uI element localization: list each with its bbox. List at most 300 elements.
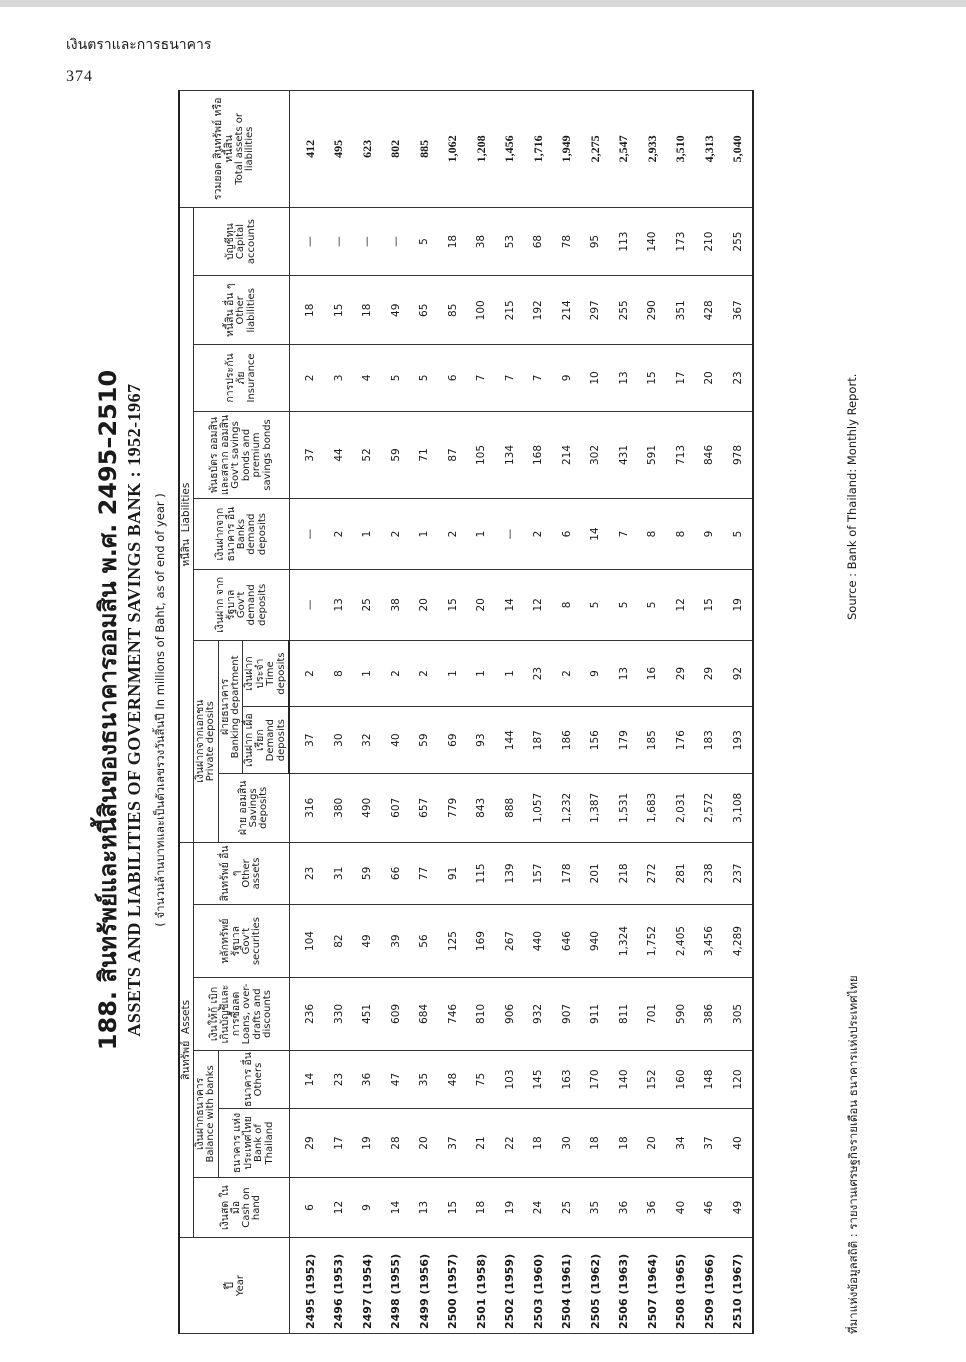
cell-capital: 173: [667, 207, 696, 276]
cell-demand: 186: [553, 707, 582, 774]
table-row: [496, 91, 525, 1334]
cell-bonds: 44: [325, 411, 354, 498]
cell-bot: 18: [610, 1109, 639, 1178]
cell-capital: 140: [638, 207, 667, 276]
cell-savings: 843: [467, 773, 496, 842]
cell-other-liab: 85: [439, 276, 468, 345]
cell-cash: 46: [695, 1177, 724, 1237]
cell-bonds: 713: [667, 411, 696, 498]
cell-other-liab: 65: [410, 276, 439, 345]
cell-savings: 1,387: [581, 773, 610, 842]
cell-insurance: 7: [496, 345, 525, 412]
cell-bot: 37: [439, 1109, 468, 1178]
header-banks-demand: เงินฝากจาก ธนาคาร อื่น Banks demand deposits: [194, 499, 290, 570]
header-time-deposits: เงินฝาก ประจำ Time deposits: [243, 640, 290, 707]
cell-bonds: 168: [524, 411, 553, 498]
cell-loans: 330: [325, 978, 354, 1051]
table-row: [581, 91, 610, 1334]
header-insurance: การประกัน ภัย Insurance: [194, 345, 290, 412]
cell-bank-demand: 6: [553, 499, 582, 570]
table-container: [178, 90, 838, 1334]
cell-others: 103: [496, 1050, 525, 1108]
cell-savings: 490: [353, 773, 382, 842]
cell-total: 3,510: [667, 91, 696, 208]
cell-bank-demand: 2: [382, 499, 411, 570]
cell-other-liab: 15: [325, 276, 354, 345]
cell-loans: 811: [610, 978, 639, 1051]
cell-loans: 810: [467, 978, 496, 1051]
cell-capital: 255: [724, 207, 754, 276]
cell-bonds: 214: [553, 411, 582, 498]
cell-savings: 1,232: [553, 773, 582, 842]
cell-other-assets: 91: [439, 842, 468, 904]
cell-year: 2496 (1953): [325, 1238, 354, 1334]
cell-year: 2508 (1965): [667, 1238, 696, 1334]
cell-total: 1,949: [553, 91, 582, 208]
cell-bot: 40: [724, 1109, 754, 1178]
cell-capital: —: [353, 207, 382, 276]
cell-bonds: 978: [724, 411, 754, 498]
cell-others: 120: [724, 1050, 754, 1108]
cell-insurance: 17: [667, 345, 696, 412]
cell-time: 1: [439, 640, 468, 707]
cell-time: 2: [553, 640, 582, 707]
cell-bonds: 302: [581, 411, 610, 498]
cell-other-liab: 367: [724, 276, 754, 345]
cell-total: 2,933: [638, 91, 667, 208]
cell-capital: 5: [410, 207, 439, 276]
cell-cash: 35: [581, 1177, 610, 1237]
cell-capital: —: [289, 207, 325, 276]
cell-loans: 907: [553, 978, 582, 1051]
cell-year: 2506 (1963): [610, 1238, 639, 1334]
cell-gov-sec: 82: [325, 905, 354, 978]
cell-time: 16: [638, 640, 667, 707]
top-edge-strip: [0, 0, 966, 7]
table-row: [325, 91, 354, 1334]
cell-bonds: 71: [410, 411, 439, 498]
cell-loans: 451: [353, 978, 382, 1051]
cell-cash: 9: [353, 1177, 382, 1237]
cell-cash: 19: [496, 1177, 525, 1237]
cell-insurance: 9: [553, 345, 582, 412]
cell-other-assets: 115: [467, 842, 496, 904]
cell-bank-demand: 2: [325, 499, 354, 570]
cell-total: 802: [382, 91, 411, 208]
cell-cash: 18: [467, 1177, 496, 1237]
cell-bank-demand: 8: [667, 499, 696, 570]
cell-time: 9: [581, 640, 610, 707]
cell-total: 1,716: [524, 91, 553, 208]
table-row: [695, 91, 724, 1334]
cell-total: 2,547: [610, 91, 639, 208]
cell-time: 1: [353, 640, 382, 707]
cell-bonds: 591: [638, 411, 667, 498]
cell-cash: 49: [724, 1177, 754, 1237]
header-demand-deposits: เงินฝาก เผื่อเรียก Demand deposits: [243, 707, 290, 774]
header-other-assets: สินทรัพย์ อื่น ๆ Other assets: [194, 842, 290, 904]
cell-gov-sec: 4,289: [724, 905, 754, 978]
cell-loans: 911: [581, 978, 610, 1051]
cell-gov-demand: 20: [410, 569, 439, 640]
cell-year: 2509 (1966): [695, 1238, 724, 1334]
cell-savings: 316: [289, 773, 325, 842]
cell-others: 36: [353, 1050, 382, 1108]
cell-gov-demand: 19: [724, 569, 754, 640]
cell-other-liab: 428: [695, 276, 724, 345]
cell-time: 29: [667, 640, 696, 707]
cell-insurance: 23: [724, 345, 754, 412]
cell-insurance: 7: [524, 345, 553, 412]
cell-year: 2507 (1964): [638, 1238, 667, 1334]
cell-bot: 30: [553, 1109, 582, 1178]
cell-total: 1,456: [496, 91, 525, 208]
cell-other-assets: 237: [724, 842, 754, 904]
cell-total: 5,040: [724, 91, 754, 208]
cell-demand: 37: [289, 707, 325, 774]
cell-total: 4,313: [695, 91, 724, 208]
cell-insurance: 4: [353, 345, 382, 412]
cell-bank-demand: 1: [353, 499, 382, 570]
cell-gov-demand: 5: [610, 569, 639, 640]
cell-capital: —: [382, 207, 411, 276]
cell-loans: 386: [695, 978, 724, 1051]
cell-bot: 20: [410, 1109, 439, 1178]
header-savings-bonds: พันธบัตร ออมสิน และสลาก ออมสิน Gov't savings bonds and premium savings bonds: [194, 411, 290, 498]
cell-year: 2502 (1959): [496, 1238, 525, 1334]
cell-savings: 779: [439, 773, 468, 842]
cell-cash: 40: [667, 1177, 696, 1237]
cell-bank-demand: 2: [524, 499, 553, 570]
cell-year: 2500 (1957): [439, 1238, 468, 1334]
cell-gov-demand: 14: [496, 569, 525, 640]
cell-bot: 21: [467, 1109, 496, 1178]
header-bank-of-thailand: ธนาคาร แห่งประเทศไทย Bank of Thailand: [218, 1109, 289, 1178]
cell-insurance: 20: [695, 345, 724, 412]
cell-loans: 746: [439, 978, 468, 1051]
cell-bank-demand: 7: [610, 499, 639, 570]
cell-time: 2: [382, 640, 411, 707]
cell-savings: 1,683: [638, 773, 667, 842]
cell-time: 2: [410, 640, 439, 707]
cell-gov-sec: 2,405: [667, 905, 696, 978]
header-assets-group: สินทรัพย์ Assets: [179, 842, 194, 1238]
cell-cash: 36: [610, 1177, 639, 1237]
cell-bot: 20: [638, 1109, 667, 1178]
cell-insurance: 10: [581, 345, 610, 412]
cell-gov-sec: 267: [496, 905, 525, 978]
cell-demand: 185: [638, 707, 667, 774]
cell-other-liab: 18: [353, 276, 382, 345]
cell-other-liab: 214: [553, 276, 582, 345]
cell-year: 2505 (1962): [581, 1238, 610, 1334]
cell-demand: 183: [695, 707, 724, 774]
cell-capital: 38: [467, 207, 496, 276]
cell-capital: 210: [695, 207, 724, 276]
cell-others: 163: [553, 1050, 582, 1108]
cell-time: 29: [695, 640, 724, 707]
cell-demand: 30: [325, 707, 354, 774]
cell-cash: 15: [439, 1177, 468, 1237]
table-title-thai: 188. สินทรัพย์และหนี้สินของธนาคารออมสิน พ.ศ. 2495–2510: [94, 369, 122, 1051]
cell-total: 2,275: [581, 91, 610, 208]
header-govt-securities: หลักทรัพย์ รัฐบาล Gov't securities: [194, 905, 290, 978]
source-note-thai: ที่มาแห่งข้อมูลสถิติ : รายงานเศรษฐกิจรายเดือน ธนาคารแห่งประเทศไทย: [846, 975, 860, 1334]
rotated-table-page: [88, 80, 868, 1340]
cell-savings: 2,572: [695, 773, 724, 842]
cell-year: 2498 (1955): [382, 1238, 411, 1334]
cell-gov-sec: 440: [524, 905, 553, 978]
cell-loans: 236: [289, 978, 325, 1051]
cell-gov-sec: 104: [289, 905, 325, 978]
cell-other-assets: 201: [581, 842, 610, 904]
cell-savings: 1,057: [524, 773, 553, 842]
cell-bank-demand: 1: [467, 499, 496, 570]
table-row: [382, 91, 411, 1334]
cell-total: 1,062: [439, 91, 468, 208]
cell-bonds: 134: [496, 411, 525, 498]
cell-insurance: 15: [638, 345, 667, 412]
cell-demand: 187: [524, 707, 553, 774]
header-cash: เงินสด ในมือ Cash on hand: [194, 1177, 290, 1237]
cell-other-assets: 23: [289, 842, 325, 904]
cell-other-assets: 59: [353, 842, 382, 904]
cell-gov-sec: 940: [581, 905, 610, 978]
cell-capital: 95: [581, 207, 610, 276]
table-body: [289, 91, 753, 1334]
cell-others: 148: [695, 1050, 724, 1108]
cell-other-liab: 290: [638, 276, 667, 345]
header-liabilities-group: หนี้สิน Liabilities: [179, 207, 194, 842]
cell-other-liab: 255: [610, 276, 639, 345]
cell-gov-sec: 56: [410, 905, 439, 978]
cell-gov-demand: 5: [638, 569, 667, 640]
cell-bank-demand: 8: [638, 499, 667, 570]
table-row: [439, 91, 468, 1334]
cell-gov-sec: 1,752: [638, 905, 667, 978]
cell-insurance: 5: [382, 345, 411, 412]
cell-gov-sec: 169: [467, 905, 496, 978]
cell-demand: 59: [410, 707, 439, 774]
cell-year: 2501 (1958): [467, 1238, 496, 1334]
cell-gov-sec: 125: [439, 905, 468, 978]
cell-gov-demand: 8: [553, 569, 582, 640]
cell-bot: 18: [581, 1109, 610, 1178]
cell-loans: 305: [724, 978, 754, 1051]
cell-bonds: 105: [467, 411, 496, 498]
cell-gov-demand: —: [289, 569, 325, 640]
header-banking-department: ฝ่ายธนาคาร Banking department: [218, 640, 243, 773]
cell-others: 47: [382, 1050, 411, 1108]
cell-other-liab: 49: [382, 276, 411, 345]
cell-demand: 193: [724, 707, 754, 774]
cell-total: 495: [325, 91, 354, 208]
header-govt-demand: เงินฝาก จากรัฐบาล Gov't demand deposits: [194, 569, 290, 640]
cell-others: 75: [467, 1050, 496, 1108]
cell-gov-demand: 12: [524, 569, 553, 640]
cell-gov-sec: 49: [353, 905, 382, 978]
cell-capital: 113: [610, 207, 639, 276]
cell-other-liab: 297: [581, 276, 610, 345]
cell-savings: 380: [325, 773, 354, 842]
assets-liabilities-table: [178, 90, 754, 1334]
cell-cash: 14: [382, 1177, 411, 1237]
cell-gov-sec: 646: [553, 905, 582, 978]
cell-demand: 93: [467, 707, 496, 774]
cell-insurance: 13: [610, 345, 639, 412]
cell-bonds: 846: [695, 411, 724, 498]
cell-other-liab: 215: [496, 276, 525, 345]
cell-demand: 156: [581, 707, 610, 774]
cell-year: 2499 (1956): [410, 1238, 439, 1334]
cell-others: 35: [410, 1050, 439, 1108]
cell-savings: 607: [382, 773, 411, 842]
header-private-deposits: เงินฝากจากเอกชน Private deposits: [194, 640, 219, 842]
cell-loans: 684: [410, 978, 439, 1051]
source-note-english: Source : Bank of Thailand: Monthly Report.: [845, 373, 859, 620]
cell-cash: 6: [289, 1177, 325, 1237]
table-row: [467, 91, 496, 1334]
header-other-banks: ธนาคาร อื่น Others: [218, 1050, 289, 1108]
cell-others: 140: [610, 1050, 639, 1108]
cell-bank-demand: —: [496, 499, 525, 570]
cell-bank-demand: —: [289, 499, 325, 570]
cell-time: 1: [467, 640, 496, 707]
cell-cash: 25: [553, 1177, 582, 1237]
header-total: รวมยอด สินทรัพย์ หรือ หนี้สิน Total assets or liabilities: [179, 91, 289, 208]
cell-bot: 18: [524, 1109, 553, 1178]
cell-gov-demand: 15: [695, 569, 724, 640]
cell-gov-sec: 1,324: [610, 905, 639, 978]
cell-bank-demand: 9: [695, 499, 724, 570]
header-year: ปี Year: [179, 1238, 289, 1334]
cell-bonds: 431: [610, 411, 639, 498]
cell-bot: 22: [496, 1109, 525, 1178]
cell-insurance: 3: [325, 345, 354, 412]
cell-others: 160: [667, 1050, 696, 1108]
cell-capital: 53: [496, 207, 525, 276]
cell-time: 23: [524, 640, 553, 707]
page-number: 374: [66, 68, 93, 85]
cell-time: 13: [610, 640, 639, 707]
cell-loans: 609: [382, 978, 411, 1051]
cell-gov-demand: 13: [325, 569, 354, 640]
cell-total: 623: [353, 91, 382, 208]
cell-savings: 657: [410, 773, 439, 842]
cell-bonds: 37: [289, 411, 325, 498]
cell-savings: 3,108: [724, 773, 754, 842]
cell-other-assets: 218: [610, 842, 639, 904]
cell-time: 1: [496, 640, 525, 707]
cell-gov-sec: 3,456: [695, 905, 724, 978]
table-row: [724, 91, 754, 1334]
cell-others: 145: [524, 1050, 553, 1108]
table-row: [410, 91, 439, 1334]
cell-bot: 37: [695, 1109, 724, 1178]
cell-capital: —: [325, 207, 354, 276]
cell-demand: 176: [667, 707, 696, 774]
cell-demand: 69: [439, 707, 468, 774]
cell-loans: 701: [638, 978, 667, 1051]
cell-bonds: 87: [439, 411, 468, 498]
cell-bot: 28: [382, 1109, 411, 1178]
cell-savings: 2,031: [667, 773, 696, 842]
table-row: [667, 91, 696, 1334]
cell-savings: 888: [496, 773, 525, 842]
cell-others: 14: [289, 1050, 325, 1108]
header-capital: บัญชีทุน Capital accounts: [194, 207, 290, 276]
cell-other-assets: 157: [524, 842, 553, 904]
table-row: [638, 91, 667, 1334]
header-loans: เงินให้กู้ เบิกเกินบัญชีและ การซื้อลด Loans, over-drafts and discounts: [194, 978, 290, 1051]
header-savings-deposits: ฝ่าย ออมสิน Savings deposits: [218, 773, 289, 842]
cell-total: 885: [410, 91, 439, 208]
cell-capital: 78: [553, 207, 582, 276]
cell-bank-demand: 5: [724, 499, 754, 570]
cell-other-assets: 66: [382, 842, 411, 904]
cell-other-assets: 77: [410, 842, 439, 904]
table-row: [289, 91, 325, 1334]
cell-other-assets: 178: [553, 842, 582, 904]
table-units-note: ( จำนวนล้านบาทและเป็นตัวเลขรวงวันสิ้นปี In millions of Baht, as of end of year ): [153, 493, 167, 927]
cell-year: 2504 (1961): [553, 1238, 582, 1334]
cell-capital: 68: [524, 207, 553, 276]
cell-bank-demand: 1: [410, 499, 439, 570]
cell-others: 23: [325, 1050, 354, 1108]
running-header: เงินตราและการธนาคาร: [66, 37, 212, 53]
table-row: [353, 91, 382, 1334]
table-row: [553, 91, 582, 1334]
cell-others: 170: [581, 1050, 610, 1108]
cell-other-liab: 351: [667, 276, 696, 345]
cell-cash: 36: [638, 1177, 667, 1237]
cell-gov-demand: 25: [353, 569, 382, 640]
cell-year: 2497 (1954): [353, 1238, 382, 1334]
cell-gov-demand: 15: [439, 569, 468, 640]
cell-year: 2495 (1952): [289, 1238, 325, 1334]
cell-cash: 24: [524, 1177, 553, 1237]
cell-other-liab: 192: [524, 276, 553, 345]
cell-time: 92: [724, 640, 754, 707]
table-title-english: ASSETS AND LIABILITIES OF GOVERNMENT SAVINGS BANK : 1952-1967: [124, 383, 144, 1037]
cell-others: 48: [439, 1050, 468, 1108]
table-row: [610, 91, 639, 1334]
cell-total: 1,208: [467, 91, 496, 208]
cell-bot: 29: [289, 1109, 325, 1178]
cell-other-liab: 100: [467, 276, 496, 345]
cell-bot: 19: [353, 1109, 382, 1178]
cell-bank-demand: 14: [581, 499, 610, 570]
header-other-liabilities: หนี้สิน อื่น ๆ Other liabilities: [194, 276, 290, 345]
cell-other-assets: 31: [325, 842, 354, 904]
cell-bonds: 52: [353, 411, 382, 498]
cell-other-assets: 281: [667, 842, 696, 904]
cell-gov-demand: 20: [467, 569, 496, 640]
cell-demand: 144: [496, 707, 525, 774]
cell-other-assets: 139: [496, 842, 525, 904]
cell-total: 412: [289, 91, 325, 208]
header-balance-with-banks: เงินฝากธนาคาร Balance with banks: [194, 1050, 219, 1177]
cell-cash: 13: [410, 1177, 439, 1237]
cell-demand: 40: [382, 707, 411, 774]
cell-other-assets: 238: [695, 842, 724, 904]
cell-loans: 932: [524, 978, 553, 1051]
cell-other-liab: 18: [289, 276, 325, 345]
table-row: [524, 91, 553, 1334]
cell-insurance: 6: [439, 345, 468, 412]
cell-bot: 34: [667, 1109, 696, 1178]
cell-insurance: 2: [289, 345, 325, 412]
